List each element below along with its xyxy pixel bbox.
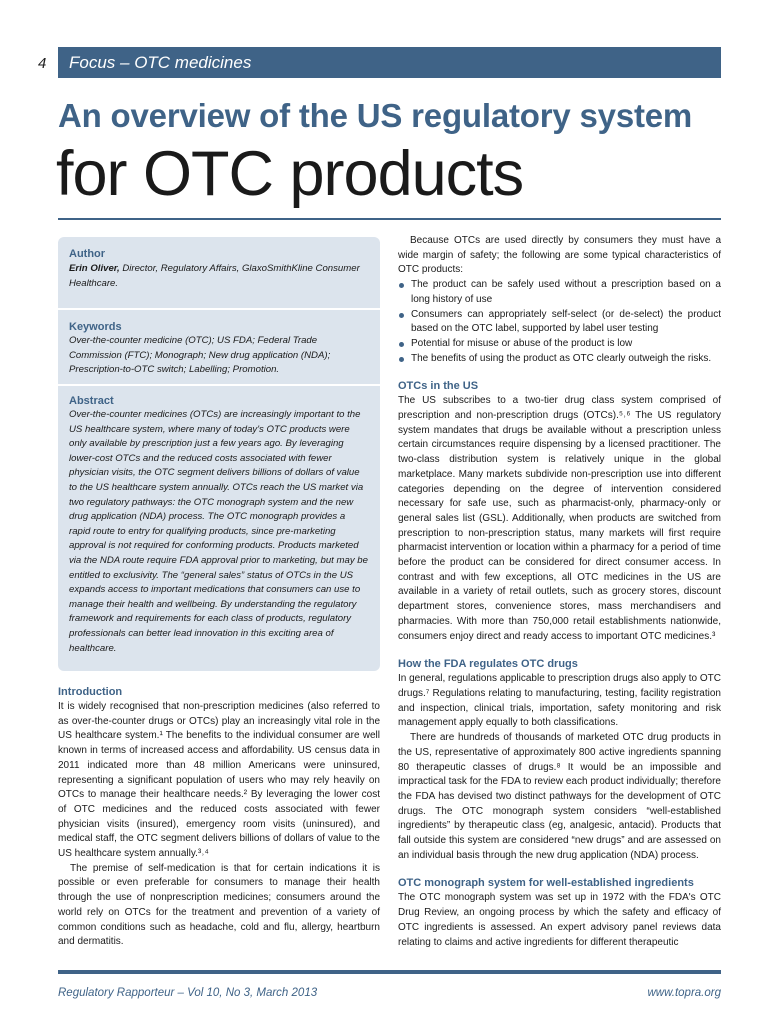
- journal-citation: Regulatory Rapporteur – Vol 10, No 3, March 2013: [58, 987, 318, 999]
- title-divider: [58, 218, 721, 220]
- fda-regulation-paragraph: There are hundreds of thousands of marketed OTC drug products in the US, representative of approximately 800 active ingredients spanning 80 therapeutic classes of drugs.⁸ It would be an impossible and impractical task for the FDA to review each product individually; therefore the FDA has devised two distinct pathways for the development of OTC drugs. The OTC monograph system considers “well-established ingredients” by therapeutic class (eg, analgesic, antacid). Products that fall outside this system are considered “new drugs” and are assessed on an individual basis through the new drug application (NDA) process.: [398, 732, 721, 861]
- introduction-section: [58, 685, 380, 950]
- characteristics-list: [398, 278, 721, 366]
- abstract-text: Over-the-counter medicines (OTCs) are increasingly important to the US healthcare system, where many of today's OTC products were only available by prescription just a few years ago. By leveraging lower-cost OTCs and the reduced costs associated with fewer physician visits, the OTC segment delivers billions of dollars of value to the US healthcare system annually. OTCs reach the US market via two regulatory pathways: the OTC monograph system and the new drug application (NDA) process. The OTC monograph provides a rapid route to entry for qualifying products, since pre-marketing approval is not required for conforming products. Products marketed via the NDA route require FDA approval prior to marketing, but may be entitled to exclusivity. The “general sales” status of OTCs in the US expands access to important medications that consumers can use to manage their health and wellbeing. By understanding the regulatory framework and requirements for each class of products, regulatory professionals can better lead innovation in this exciting area of healthcare.: [69, 409, 368, 654]
- article-title-line2: for OTC products: [56, 139, 524, 209]
- box-divider: [58, 384, 380, 386]
- summary-box: [58, 237, 380, 671]
- monograph-heading: OTC monograph system for well-established ingredients: [398, 877, 694, 890]
- footer-divider: [58, 970, 721, 974]
- fda-regulation-paragraph: In general, regulations applicable to prescription drugs also apply to OTC drugs.⁷ Regulations relating to manufacturing, testing, facility registration and inspection, clinical trials, importation, safety monitoring and risk management apply equally to both classifications.: [398, 673, 721, 729]
- section-label: Focus – OTC medicines: [69, 53, 252, 72]
- fda-regulation-heading: How the FDA regulates OTC drugs: [398, 658, 578, 671]
- otcs-in-us-heading: OTCs in the US: [398, 380, 479, 393]
- monograph-paragraph: The OTC monograph system was set up in 1972 with the FDA's OTC Drug Review, an ongoing process by which the safety and efficacy of OTC ingredients is assessed. An expert advisory panel reviews data relating to claims and active ingredients for different therapeutic: [398, 892, 721, 948]
- section-banner: [58, 47, 721, 78]
- author-heading: Author: [69, 248, 106, 260]
- abstract-heading: Abstract: [69, 395, 114, 407]
- list-item: The product can be safely used without a prescription based on a long history of use: [398, 278, 721, 307]
- otcs-in-us-paragraph: The US subscribes to a two-tier drug class system comprised of prescription and non-prescription drugs (OTCs).⁵˒⁶ The US regulatory system mandates that drugs be available without a prescription unless certain circumstances require dispensing by a licensed practitioner. The two-class distribution system is relatively unique in the global marketplace. Many markets subdivide non-prescription use into different categories depending on the degree of intervention considered necessary for safe use, such as pharmacist-only, pharmacy-only or general sales list (GSL). Additionally, when products are switched from prescription to non-prescription status, many markets will first require pharmacist intervention or location within a pharmacy for a period of time before the product can be considered for direct consumer access. In contrast and with few exceptions, all OTC medicines in the US are available in a variety of retail outlets, such as grocery stores, discount department stores, convenience stores, mass merchandisers and pharmacies. With more than 750,000 retail establishments nationwide, consumers enjoy direct and ready access to important OTC medicines.³: [398, 395, 721, 642]
- characteristics-intro: Because OTCs are used directly by consumers they must have a wide margin of safety; the following are some typical characteristics of OTC products:: [398, 235, 721, 276]
- list-item: Potential for misuse or abuse of the product is low: [398, 337, 721, 352]
- author-role: Director, Regulatory Affairs, GlaxoSmithKline Consumer Healthcare.: [69, 263, 360, 289]
- author-name: Erin Oliver,: [69, 263, 120, 274]
- article-title-line1: An overview of the US regulatory system: [58, 97, 693, 134]
- author-text: [69, 262, 369, 291]
- keywords-heading: Keywords: [69, 321, 122, 333]
- page-number: 4: [38, 55, 47, 72]
- box-divider: [58, 308, 380, 310]
- keywords-text: Over-the-counter medicine (OTC); US FDA; Federal Trade Commission (FTC); Monograph; New drug application (NDA); Prescription-to-OTC switch; Labelling; Promotion.: [69, 335, 331, 376]
- introduction-heading: Introduction: [58, 686, 123, 698]
- introduction-paragraph: It is widely recognised that non-prescription medicines (also referred to as over-the-counter drugs or OTCs) play an increasingly vital role in the US healthcare system.¹ The benefits to the individual consumer are well known in terms of increased access and affordability. US census data in 2011 indicated more than 48 million Americans were uninsured, representing a significant population of users who may rely heavily on OTCs to manage their healthcare needs.² By leveraging the lower cost of OTC medicines and the reduced costs associated with fewer physician visits (insured), emergency room visits (uninsured), and medical staff, the OTC segment delivers billions of dollars of value to the US healthcare system annually.³˒⁴: [58, 701, 380, 860]
- website-link[interactable]: www.topra.org: [647, 987, 721, 999]
- list-item: Consumers can appropriately self-select (or de-select) the product based on the OTC label, supported by label user testing: [398, 308, 721, 337]
- list-item: The benefits of using the product as OTC clearly outweigh the risks.: [398, 352, 721, 367]
- introduction-paragraph: The premise of self-medication is that for certain indications it is possible or even preferable for consumers to manage their health through the use of nonprescription medicines; consumers around the world rely on OTCs for the treatment and prevention of a variety of common conditions such as headache, cold and flu, allergy, heartburn and dermatitis.: [58, 862, 380, 948]
- right-column: [398, 234, 721, 950]
